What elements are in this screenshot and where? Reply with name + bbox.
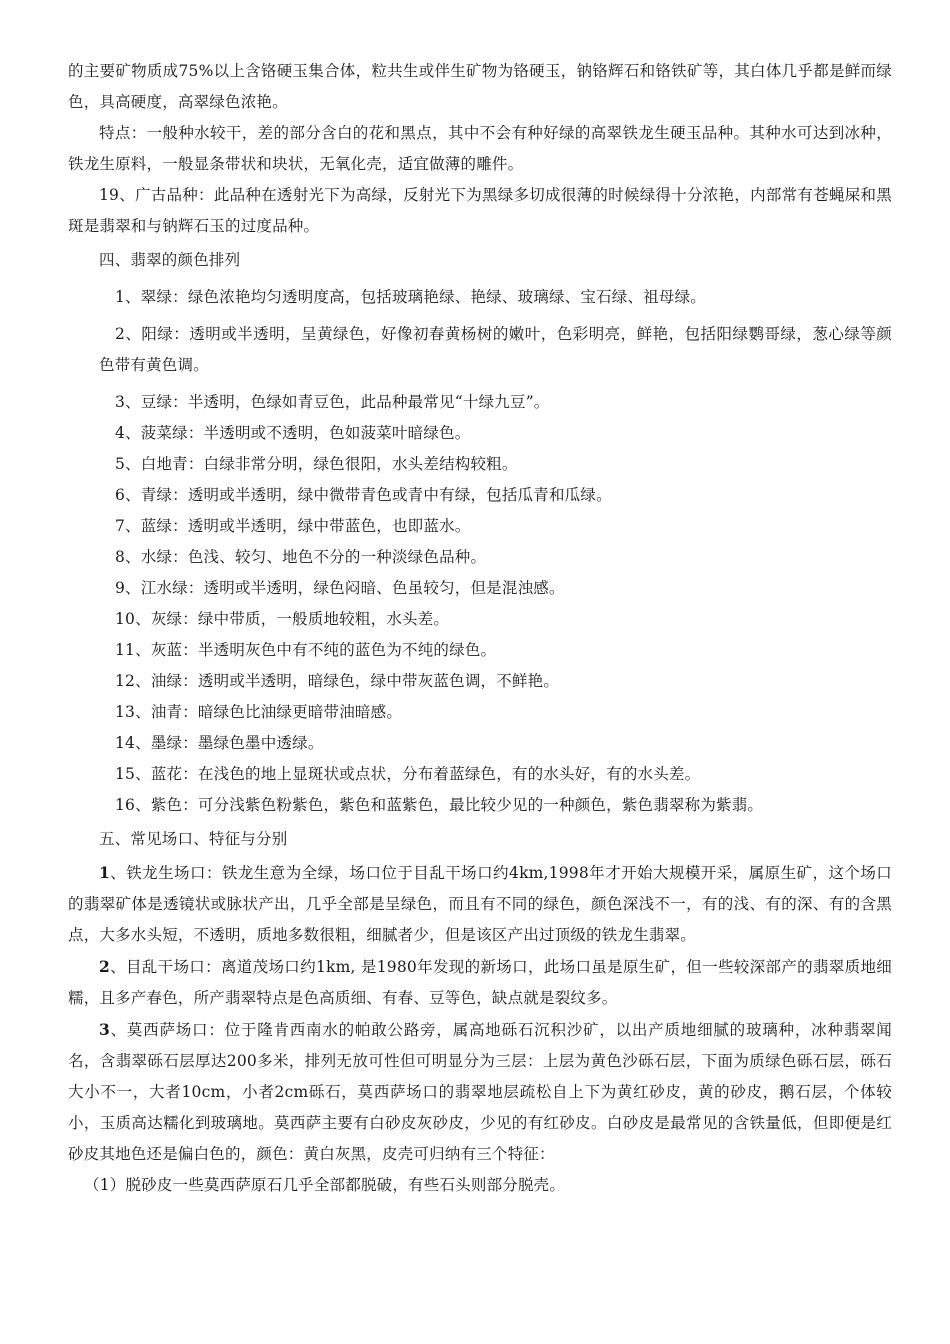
- list-item: 13、油青：暗绿色比油绿更暗带油暗感。: [115, 703, 403, 721]
- paragraph-text: 、目乱干场口：离道茂场口约1km, 是1980年发现的新场口，此场口虽是原生矿，但一些较深部产的翡翠质地细糯，且多产春色，所产翡翠特点是色高质细、有春、豆等色，缺点就是裂纹多。: [68, 958, 892, 1007]
- section-number: 3: [99, 1020, 110, 1039]
- paragraph-tielongsheng: [68, 857, 892, 951]
- list-item: 15、蓝花：在浅色的地上显斑状或点状，分布着蓝绿色，有的水头好，有的水头差。: [115, 765, 701, 783]
- paragraph-features: 特点：一般种水较干，差的部分含白的花和黑点，其中不会有种好绿的高翠铁龙生硬玉品种。其种水可达到冰种，铁龙生原料，一般显条带状和块状，无氧化壳，适宜做薄的雕件。: [68, 124, 892, 173]
- paragraph-muluangan: [68, 951, 892, 1014]
- section-heading-mine-sites: 五、常见场口、特征与分别: [99, 830, 288, 848]
- list-item: 12、油绿：透明或半透明，暗绿色，绿中带灰蓝色调，不鲜艳。: [115, 672, 560, 690]
- sub-item-sand-skin: （1）脱砂皮一些莫西萨原石几乎全部都脱破，有些石头则部分脱壳。: [84, 1176, 566, 1194]
- list-item: 14、墨绿：墨绿色墨中透绿。: [115, 734, 324, 752]
- list-item: 3、豆绿：半透明，色绿如青豆色，此品种最常见“十绿九豆”。: [115, 393, 550, 411]
- list-item: 2、阳绿：透明或半透明，呈黄绿色，好像初春黄杨树的嫩叶，色彩明亮，鲜艳，包括阳绿鹦哥绿，葱心绿等颜色带有黄色调。: [99, 325, 892, 374]
- paragraph-guanggu: 19、广古品种：此品种在透射光下为高绿，反射光下为黑绿多切成很薄的时候绿得十分浓艳，内部常有苍蝇屎和黑斑是翡翠和与钠辉石玉的过度品种。: [68, 186, 892, 235]
- list-item: 1、翠绿：绿色浓艳均匀透明度高，包括玻璃艳绿、艳绿、玻璃绿、宝石绿、祖母绿。: [115, 288, 706, 306]
- paragraph-moxisa: [68, 1014, 892, 1170]
- list-item: 6、青绿：透明或半透明，绿中微带青色或青中有绿，包括瓜青和瓜绿。: [115, 486, 612, 504]
- list-item: 4、菠菜绿：半透明或不透明，色如菠菜叶暗绿色。: [115, 424, 471, 442]
- paragraph-text: 、莫西萨场口：位于隆肯西南水的帕敢公路旁，属高地砾石沉积沙矿，以出产质地细腻的玻璃种，冰种翡翠闻名，含翡翠砾石层厚达200多米，排列无放可性但可明显分为三层：上层为黄色沙砾石层，下面为质绿色砾石层，砾石大小不一，大者10cm，小者2cm砾石，莫西萨场口的翡翠地层疏松自上下为黄红砂皮，黄的砂皮，鹅石层，个体较小，玉质高达糯化到玻璃地。莫西萨主要有白砂皮灰砂皮，少见的有红砂皮。白砂皮是最常见的含铁量低，但即便是红砂皮其地色还是偏白色的，颜色：黄白灰黑，皮壳可归纳有三个特征：: [68, 1021, 892, 1163]
- list-item: 11、灰蓝：半透明灰色中有不纯的蓝色为不纯的绿色。: [115, 641, 497, 659]
- list-item: 9、江水绿：透明或半透明，绿色闷暗、色虽较匀，但是混浊感。: [115, 579, 565, 597]
- list-item: 5、白地青：白绿非常分明，绿色很阳，水头差结构较粗。: [115, 455, 518, 473]
- section-heading-color-order: 四、翡翠的颜色排列: [99, 251, 241, 269]
- list-item: 16、紫色：可分浅紫色粉紫色，紫色和蓝紫色，最比较少见的一种颜色，紫色翡翠称为紫翡。: [115, 796, 764, 814]
- paragraph-text: 、铁龙生场口：铁龙生意为全绿，场口位于目乱干场口约4km,1998年才开始大规模开采，属原生矿，这个场口的翡翠矿体是透镜状或脉状产出，几乎全部是呈绿色，而且有不同的绿色，颜色深浅不一，有的浅、有的深、有的含黑点，大多水头短，不透明，质地多数很粗，细腻者少，但是该区产出过顶级的铁龙生翡翠。: [68, 864, 892, 944]
- section-number: 1: [99, 863, 110, 882]
- section-number: 2: [99, 957, 110, 976]
- list-item: 8、水绿：色浅、较匀、地色不分的一种淡绿色品种。: [115, 548, 487, 566]
- document-page: [68, 56, 892, 1201]
- list-item: 10、灰绿：绿中带质，一般质地较粗，水头差。: [115, 610, 450, 628]
- paragraph-intro: 的主要矿物质成75%以上含铬硬玉集合体，粒共生或伴生矿物为铬硬玉，钠铬辉石和铬铁矿等，其白体几乎都是鲜而绿色，具高硬度，高翠绿色浓艳。: [68, 62, 892, 111]
- list-item: 7、蓝绿：透明或半透明，绿中带蓝色，也即蓝水。: [115, 517, 471, 535]
